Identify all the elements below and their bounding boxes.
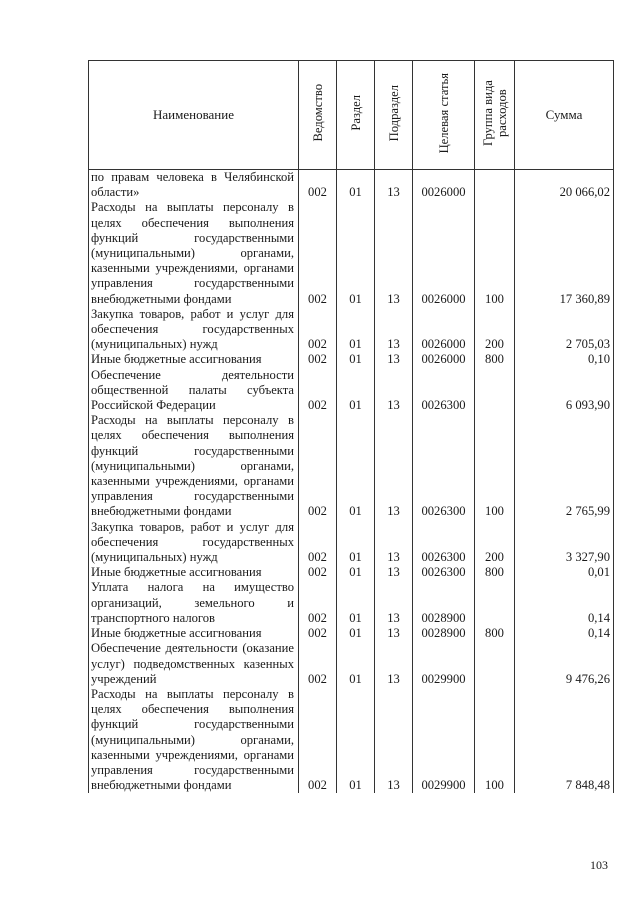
cell-summa: 20 066,02 [515,170,614,201]
cell-summa: 3 327,90 [515,520,614,566]
cell-celevaya: 0029900 [413,687,475,793]
cell-gruppa [475,170,515,201]
cell-podrazdel: 13 [375,368,413,414]
table-row [89,520,614,566]
table-row [89,580,614,626]
table-body [89,170,614,794]
column-header-summa [515,61,614,170]
cell-razdel: 01 [337,307,375,353]
table-row [89,413,614,519]
cell-celevaya: 0026000 [413,170,475,201]
table-row [89,687,614,793]
cell-vedomstvo: 002 [299,413,337,519]
table-row [89,565,614,580]
cell-razdel: 01 [337,565,375,580]
cell-name: Иные бюджетные ассигнования [89,626,299,641]
column-header-razdel [337,61,375,170]
cell-celevaya: 0026000 [413,352,475,367]
cell-razdel: 01 [337,413,375,519]
cell-vedomstvo: 002 [299,580,337,626]
cell-podrazdel: 13 [375,413,413,519]
cell-gruppa: 100 [475,413,515,519]
cell-name: Закупка товаров, работ и услуг для обеспечения государственных (муниципальных) нужд [89,520,299,566]
cell-summa: 17 360,89 [515,200,614,306]
cell-name: Обеспечение деятельности (оказание услуг) подведомственных казенных учреждений [89,641,299,687]
column-header-razdel-text: Раздел [348,95,363,131]
column-header-podrazdel [375,61,413,170]
cell-gruppa [475,368,515,414]
cell-gruppa: 800 [475,352,515,367]
cell-name: по правам человека в Челябинской области» [89,170,299,201]
cell-podrazdel: 13 [375,352,413,367]
budget-table [88,60,614,793]
cell-vedomstvo: 002 [299,368,337,414]
cell-gruppa [475,641,515,687]
cell-summa: 7 848,48 [515,687,614,793]
cell-gruppa: 200 [475,307,515,353]
table-row [89,352,614,367]
cell-celevaya: 0028900 [413,580,475,626]
column-header-celevaya [413,61,475,170]
cell-razdel: 01 [337,352,375,367]
cell-vedomstvo: 002 [299,626,337,641]
cell-gruppa [475,580,515,626]
cell-name: Расходы на выплаты персоналу в целях обеспечения выполнения функций государственными (муниципальными) органами, казенными учреждениями, органами управления государственными внебюджетными фондами [89,687,299,793]
table-row [89,307,614,353]
cell-name: Иные бюджетные ассигнования [89,565,299,580]
table-row [89,170,614,201]
cell-podrazdel: 13 [375,170,413,201]
cell-name: Иные бюджетные ассигнования [89,352,299,367]
cell-vedomstvo: 002 [299,565,337,580]
cell-vedomstvo: 002 [299,687,337,793]
cell-name: Обеспечение деятельности общественной палаты субъекта Российской Федерации [89,368,299,414]
cell-gruppa: 800 [475,565,515,580]
cell-podrazdel: 13 [375,565,413,580]
table-row [89,200,614,306]
column-header-gruppa [475,61,515,170]
cell-gruppa: 100 [475,687,515,793]
cell-gruppa: 200 [475,520,515,566]
cell-celevaya: 0026300 [413,413,475,519]
cell-razdel: 01 [337,687,375,793]
cell-name: Расходы на выплаты персоналу в целях обеспечения выполнения функций государственными (муниципальными) органами, казенными учреждениями, органами управления государственными внебюджетными фондами [89,413,299,519]
cell-summa: 0,01 [515,565,614,580]
cell-summa: 6 093,90 [515,368,614,414]
column-header-gruppa-text: Группа вида расходов [480,79,509,146]
cell-vedomstvo: 002 [299,352,337,367]
cell-podrazdel: 13 [375,200,413,306]
cell-name: Уплата налога на имущество организаций, земельного и транспортного налогов [89,580,299,626]
table-row [89,368,614,414]
column-header-summa-text: Сумма [545,107,583,123]
cell-vedomstvo: 002 [299,641,337,687]
page-number: 103 [590,858,608,872]
cell-podrazdel: 13 [375,626,413,641]
cell-razdel: 01 [337,170,375,201]
cell-razdel: 01 [337,580,375,626]
cell-name: Закупка товаров, работ и услуг для обеспечения государственных (муниципальных) нужд [89,307,299,353]
cell-gruppa: 100 [475,200,515,306]
cell-celevaya: 0026000 [413,200,475,306]
cell-razdel: 01 [337,520,375,566]
column-header-name-text: Наименование [153,107,234,123]
cell-vedomstvo: 002 [299,307,337,353]
cell-gruppa: 800 [475,626,515,641]
table-row [89,641,614,687]
cell-summa: 2 705,03 [515,307,614,353]
column-header-celevaya-text: Целевая статья [436,72,451,154]
cell-celevaya: 0026000 [413,307,475,353]
table-row [89,626,614,641]
column-header-vedomstvo [299,61,337,170]
cell-summa: 0,14 [515,580,614,626]
cell-summa: 2 765,99 [515,413,614,519]
cell-vedomstvo: 002 [299,520,337,566]
cell-podrazdel: 13 [375,307,413,353]
cell-celevaya: 0026300 [413,565,475,580]
cell-vedomstvo: 002 [299,200,337,306]
cell-razdel: 01 [337,641,375,687]
cell-celevaya: 0029900 [413,641,475,687]
budget-document [88,60,613,793]
cell-summa: 0,14 [515,626,614,641]
column-header-podrazdel-text: Подраздел [386,84,401,142]
cell-vedomstvo: 002 [299,170,337,201]
cell-podrazdel: 13 [375,641,413,687]
cell-celevaya: 0028900 [413,626,475,641]
table-header [89,61,614,170]
cell-podrazdel: 13 [375,520,413,566]
cell-podrazdel: 13 [375,687,413,793]
cell-celevaya: 0026300 [413,520,475,566]
cell-celevaya: 0026300 [413,368,475,414]
cell-razdel: 01 [337,626,375,641]
column-header-name [89,61,299,170]
column-header-vedomstvo-text: Ведомство [310,84,325,142]
cell-razdel: 01 [337,368,375,414]
cell-summa: 9 476,26 [515,641,614,687]
cell-summa: 0,10 [515,352,614,367]
cell-razdel: 01 [337,200,375,306]
cell-podrazdel: 13 [375,580,413,626]
cell-name: Расходы на выплаты персоналу в целях обеспечения выполнения функций государственными (муниципальными) органами, казенными учреждениями, органами управления государственными внебюджетными фондами [89,200,299,306]
